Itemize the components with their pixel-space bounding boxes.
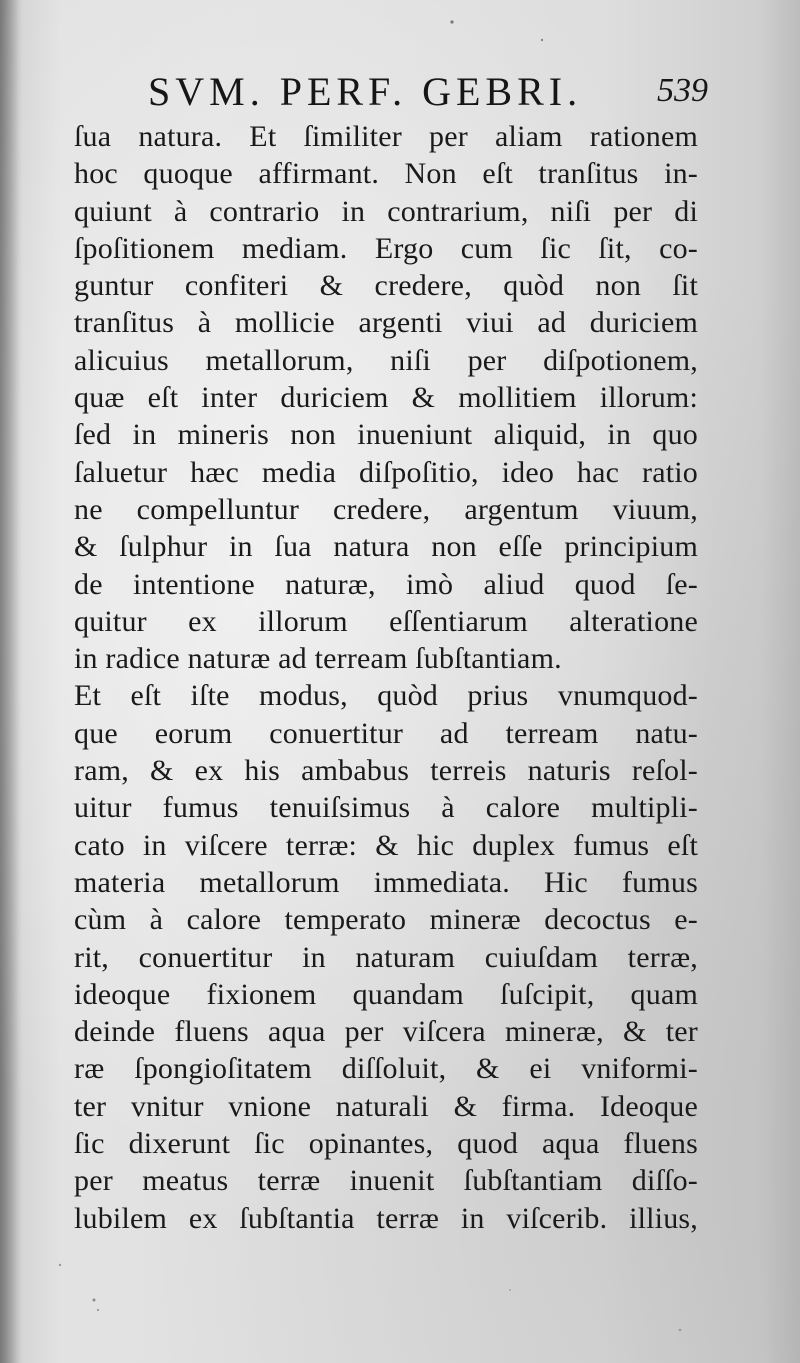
text-line: ſaluetur hæc media diſpoſitio, ideo hac ratio bbox=[74, 455, 698, 489]
text-line: quitur ex illorum eſſentiarum alteratione bbox=[74, 604, 698, 638]
text-line: guntur confiteri & credere, quòd non ſit bbox=[74, 269, 698, 303]
text-line: tranſitus à mollicie argenti viui ad duriciem bbox=[74, 306, 698, 340]
text-line: alicuius metallorum, niſi per diſpotionem, bbox=[74, 343, 698, 377]
text-line: quæ eſt inter duriciem & mollitiem illorum: bbox=[74, 381, 698, 415]
text-line: cato in viſcere terræ: & hic duplex fumus eſt bbox=[74, 828, 698, 862]
text-line: ſed in mineris non inueniunt aliquid, in quo bbox=[74, 418, 698, 452]
page-header bbox=[148, 68, 708, 118]
text-line: hoc quoque affirmant. Non eſt tranſitus in- bbox=[74, 157, 698, 191]
text-line: lubilem ex ſubſtantia terræ in viſcerib. illius, bbox=[74, 1201, 698, 1235]
text-line: ræ ſpongioſitatem diſſoluit, & ei vniformi- bbox=[74, 1052, 698, 1086]
text-line: & ſulphur in ſua natura non eſſe principium bbox=[74, 530, 698, 564]
text-line: uitur fumus tenuiſsimus à calore multipli- bbox=[74, 791, 698, 825]
text-line: in radice naturæ ad terream ſubſtantiam. bbox=[74, 642, 562, 676]
text-line: rit, conuertitur in naturam cuiuſdam terræ, bbox=[74, 940, 698, 974]
text-line: que eorum conuertitur ad terream natu- bbox=[74, 716, 698, 750]
text-line: ſua natura. Et ſimiliter per aliam rationem bbox=[74, 120, 698, 153]
text-line: cùm à calore temperato mineræ decoctus e- bbox=[74, 903, 698, 937]
text-line: per meatus terræ inuenit ſubſtantiam diſſo- bbox=[74, 1164, 698, 1198]
text-line: materia metallorum immediata. Hic fumus bbox=[74, 865, 698, 899]
text-line: ſic dixerunt ſic opinantes, quod aqua fluens bbox=[74, 1127, 698, 1161]
text-line: ideoque fixionem quandam ſuſcipit, quam bbox=[74, 977, 698, 1011]
page-number: 539 bbox=[657, 72, 708, 109]
text-line: Et eſt iſte modus, quòd prius vnumquod- bbox=[74, 679, 698, 713]
text-line: quiunt à contrario in contrarium, niſi per di bbox=[74, 194, 698, 228]
binding-shadow bbox=[0, 0, 22, 1363]
running-title: SVM. PERF. GEBRI. bbox=[148, 69, 583, 114]
text-line: deinde fluens aqua per viſcera mineræ, & ter bbox=[74, 1015, 698, 1049]
text-line: ram, & ex his ambabus terreis naturis reſol- bbox=[74, 754, 698, 788]
text-line: ter vnitur vnione naturali & firma. Ideoque bbox=[74, 1089, 698, 1123]
body-text bbox=[74, 118, 698, 1237]
text-line: ne compelluntur credere, argentum viuum, bbox=[74, 492, 698, 526]
text-line: de intentione naturæ, imò aliud quod ſe- bbox=[74, 567, 698, 601]
text-line: ſpoſitionem mediam. Ergo cum ſic ſit, co- bbox=[74, 231, 698, 265]
